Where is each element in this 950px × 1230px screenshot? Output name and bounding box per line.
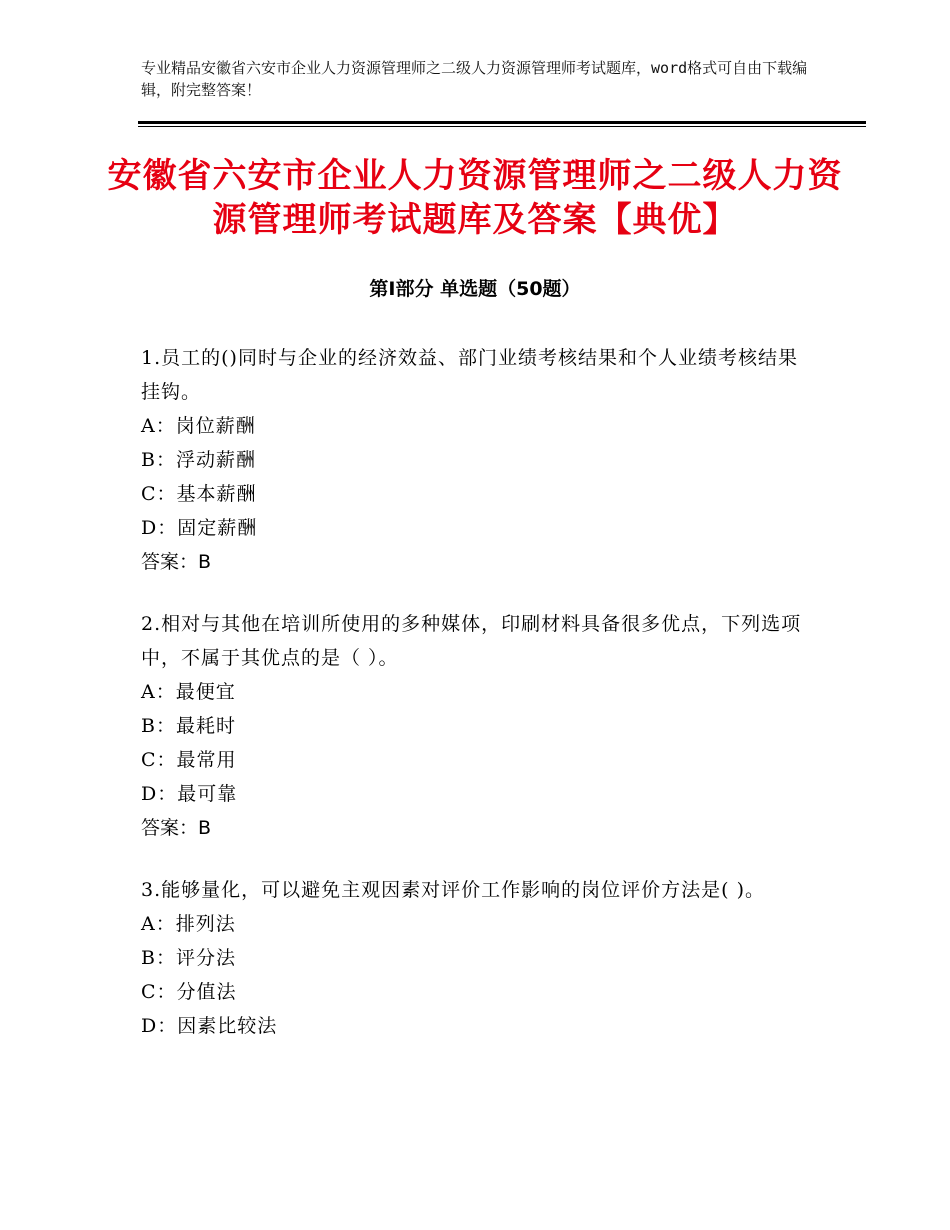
- header-rule-thin: [138, 126, 866, 127]
- answer: 答案：B: [141, 817, 212, 839]
- option-b: B：评分法: [141, 947, 236, 969]
- question-stem: 2.相对与其他在培训所使用的多种媒体，印刷材料具备很多优点，下列选项中，不属于其优点的是（ ）。: [141, 613, 802, 669]
- question-list: [141, 341, 806, 1071]
- document-title: 安徽省六安市企业人力资源管理师之二级人力资源管理师考试题库及答案【典优】: [107, 156, 843, 240]
- option-d: D：最可靠: [141, 783, 238, 805]
- option-a: A：最便宜: [141, 681, 236, 703]
- option-b: B：最耗时: [141, 715, 236, 737]
- option-a: A：排列法: [141, 913, 236, 935]
- header-rule-thick: [138, 121, 866, 124]
- question-stem: 3.能够量化，可以避免主观因素对评价工作影响的岗位评价方法是( )。: [141, 879, 765, 901]
- option-c: C：基本薪酬: [141, 483, 257, 505]
- header-note: 专业精品安徽省六安市企业人力资源管理师之二级人力资源管理师考试题库，word格式可自由下载编辑，附完整答案！: [141, 59, 808, 99]
- option-d: D：因素比较法: [141, 1015, 278, 1037]
- question-stem: 1.员工的()同时与企业的经济效益、部门业绩考核结果和个人业绩考核结果挂钩。: [141, 347, 798, 403]
- option-b: B：浮动薪酬: [141, 449, 256, 471]
- question-1: [141, 341, 806, 579]
- option-c: C：最常用: [141, 749, 237, 771]
- question-2: [141, 607, 806, 845]
- answer: 答案：B: [141, 551, 212, 573]
- option-c: C：分值法: [141, 981, 237, 1003]
- question-3: [141, 873, 806, 1043]
- section-title: 第Ⅰ部分 单选题（50题）: [369, 278, 581, 300]
- option-d: D：固定薪酬: [141, 517, 258, 539]
- option-a: A：岗位薪酬: [141, 415, 256, 437]
